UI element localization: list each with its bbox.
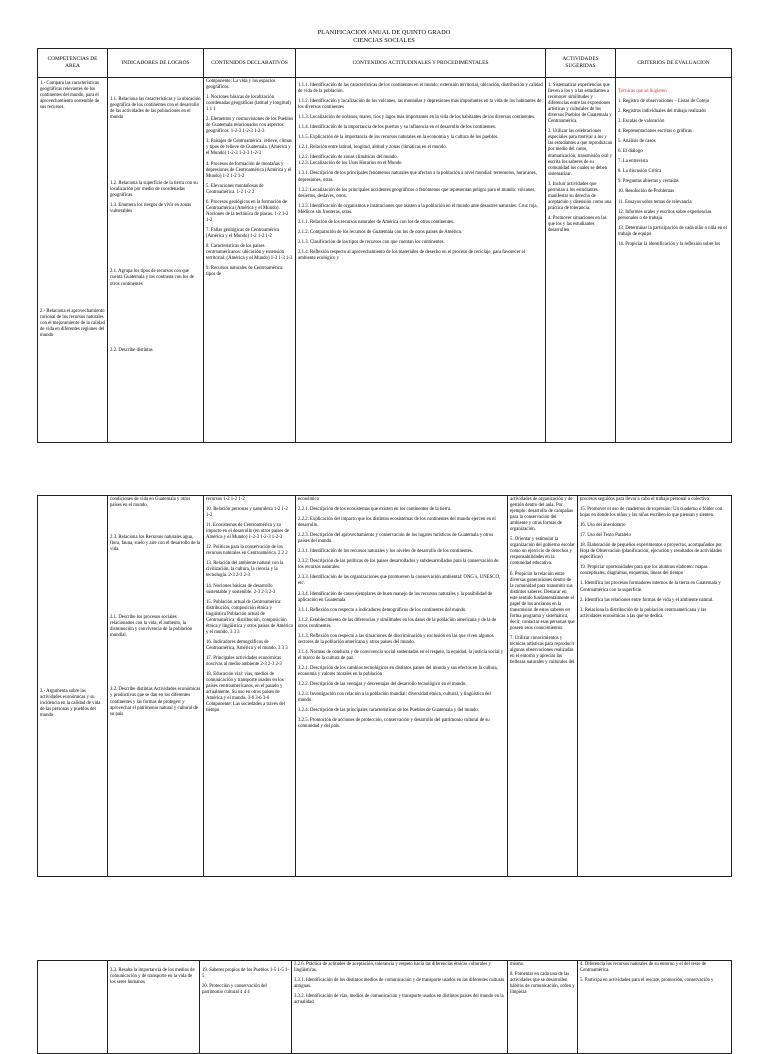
declarativo-item: Componente: La vida y los espacios geográficos. bbox=[206, 79, 276, 91]
declarativo-item: 7. Fallas geológicas de Centroamérica (América y el Mundo) 1-2 1-2 1-2 bbox=[206, 227, 280, 239]
actividad-item: 6. Propiciar la relación entre diversas generaciones dentro de la comunidad para transmitir sus distintos saberes. Destacar en este sentido fundamentalmente el papel de los ancianos en la transmisión de estos saberes en forma programa y sistemática, decir, contactar esas personas que poseen esos conocimientos. bbox=[510, 571, 575, 631]
declarativo-item: 3. Paisajes de Centroamérica: relieve, climas y tipos de relieve de Guatemala. (América y el Mundo) 1-2-3 1-2-3 1-2-3 bbox=[206, 139, 292, 157]
criterio-item: 16. Uso del anecdotario bbox=[580, 523, 626, 529]
cell-declarativos bbox=[204, 496, 296, 877]
actividad-item: 5. Orientar y estimular la organización del gobierno escolar como un ejercicio de derechos y responsabilidades en la comunidad educativa. bbox=[510, 537, 575, 567]
declarativo-item: 9. Recursos naturales de Centroamérica: tipos de bbox=[206, 266, 284, 278]
header-declarativos: CONTENIDOS DECLARATIVOS bbox=[204, 49, 296, 78]
actitudinal-item: 1.3.1. Descripción de los principales fenómenos naturales que afectan a la población a nivel mundial: terremotos, huracanes, depresiones, otras. bbox=[298, 171, 537, 183]
cell-indicadores bbox=[108, 78, 204, 443]
competencia-3: 3.- Argumenta sobre las actividades económicas y su incidencia en la calidad de vida de las personas y pueblos del mundo bbox=[40, 689, 101, 719]
declarativo-item: 17. Principales actividades económicas noscivas al medio ambiente 2-3 2-3 2-3 bbox=[206, 655, 282, 668]
cell-actividades bbox=[546, 78, 616, 443]
actitudinal-item: 1.1.4. Identificación de la importancia de los puertos y su influencia en el desarrollo de los continentes. bbox=[298, 125, 496, 131]
criterio-item: 5. Análisis de casos bbox=[618, 139, 656, 145]
competencia-2: 2.- Relaciona el aprovechamiento racional de los recursos naturales con el mejoramiento de la calidad de vida en diferentes regiones del mundo bbox=[40, 309, 105, 339]
declarativo-item: 15. Población actual de Centroamérica: distribución, composición étnica y lingüística Población actual de Centroamérica: distribución, composición étnica y lingüística y otros países de América y el mundo. 3 3 3 bbox=[206, 599, 293, 635]
declarativo-item: recursos 1-2 1-2 1-2 bbox=[206, 497, 245, 502]
actitudinal-item: 3.2.1. Descripción de los cambios tecnológicos en distintos países del mundo y sus efectos en la cultura, economía y valores morales en la población bbox=[298, 665, 498, 677]
cell-actitudinales bbox=[296, 496, 508, 877]
criterio-item: 2. Identifica las relaciones entre formas de vida y el ambiente natural. bbox=[580, 597, 714, 603]
indicador-item: 3.2. Describe distintas Actividades económicas y productivas que se dan en los diferentes continentes y las formas de protegerr y aprovechar el patrimonio natural y cultural de su país bbox=[110, 687, 201, 717]
declarativo-item: 16. Indicadores demográficos de Centroamérica, América y el mundo. 3 3 3 bbox=[206, 639, 288, 651]
cell-competencias bbox=[38, 78, 108, 443]
actitudinal-item: 3.3.2. Identificación de vías, medios de comunicación y transporte usados en distintos países del mundo en la actualidad bbox=[294, 994, 504, 1006]
header-competencias: COMPETENCIAS DE AREA bbox=[38, 49, 108, 78]
actitudinal-item: 2.1.4. Reflexión respecto al aprovechamiento de los materiales de desecho en el proceso de reciclaje, para favorecer el ambiente ecológico y bbox=[298, 249, 526, 261]
actitudinal-item: 2.2.3. Descripción del aprovechamiento y conservación de los lugares turísticos de Guatemala y otros países del mundo. bbox=[298, 533, 494, 545]
declarativo-item: 4. Procesos de formación de montañas y depresiones de Centroamérica (América y el Mundo) 1-2 1-2 1-2 bbox=[206, 161, 292, 179]
planning-table-page-2 bbox=[37, 495, 732, 877]
cell-criterios bbox=[616, 78, 732, 443]
criterio-item: 1. Registro de observaciones – Listas de Cotejo bbox=[618, 99, 710, 105]
actitudinal-item: 2.2.1. Descripción de los ecosistemas que existen en los continentes de la tierra. bbox=[298, 507, 452, 513]
criterio-item: 17. Uso del Texto Paralelo bbox=[580, 533, 631, 539]
planning-table-page-3 bbox=[37, 960, 732, 1054]
criterio-item: 9. Preguntas abiertas y cerradas bbox=[618, 179, 679, 185]
actitudinal-item: 1.2.2. Identificación de zonas climáticas del mundo. bbox=[298, 155, 398, 161]
actividad-item: 7. Utilizar conocimientos y técnicas artísticas para reproducir algunas observaciones realizadas en el entorno y apreciar las bellezas naturales y culturales del bbox=[510, 635, 575, 666]
actividad-item: mismo. bbox=[510, 962, 525, 967]
actitudinal-item: 2.1.1. Relación de los recursos naturales de América con los de otros continentes. bbox=[298, 219, 455, 225]
indicador-item: 2.2. Describe distintas bbox=[110, 347, 153, 353]
declarativo-item: 1. Nociones básicas de localización coordenadas geográficas (latitud y longitud) 1 1 1 bbox=[206, 95, 291, 113]
declarativo-item: 8. Características de los países centroamericanos: ubicación y extensión territorial. (América y el Mundo) 1-3 1-3 1-3 bbox=[206, 244, 293, 262]
actitudinal-item: 1.1.3. Localización de océanos, mares, ríos y lagos más importantes en la vida de los habitantes de los diversos continentes. bbox=[298, 115, 536, 121]
actitudinal-item: económico bbox=[298, 497, 320, 502]
declarativo-item: 13. Relación del ambiente natural con la civilización, la cultura, la ciencia y la tecnología. 2-3 2-3 2-3 bbox=[206, 561, 284, 579]
actitudinal-item: 3.2.6. Práctica de actitudes de aceptación, tolerancia y respeto hacia las diferencias étnicas culturales y lingüísticas. bbox=[294, 962, 491, 974]
indicador-item: 2.1. Agrupa los tipos de recursos con que cuenta Guatemala y los contrasta con los de otros continentes bbox=[110, 269, 195, 287]
cell-indicadores bbox=[108, 961, 200, 1054]
declarativo-item: 6. Procesos geológicos en la formación de Centroamérica (América y el Mundo). Nociones de la tectónica de placas. 1-2 1-2 1-2 bbox=[206, 199, 289, 223]
actitudinal-item: 3.1.1. Reflexión con respecto a indicadores demográficos de los continentes del mundo. bbox=[298, 607, 467, 613]
cell-declarativos bbox=[200, 961, 292, 1054]
criterio-item: 7. La entrevista bbox=[618, 159, 648, 165]
actitudinal-item: 2.2.2. Explicación del impacto que los distintos ecosistemas de los continentes del mundo ejercen en el desarrollo. bbox=[298, 517, 496, 529]
indicador-item: 1.2. Relaciona la superficie de la tierra con su localización por medio de coordenadas geográficas. bbox=[110, 181, 198, 199]
actitudinal-item: 2.1.3. Clasificación de los tipos de recursos con que cuentan los continentes. bbox=[298, 239, 445, 245]
document-subtitle: CIENCIAS SOCIALES bbox=[353, 37, 415, 44]
criterio-item: procesos seguidos para llevar a cabo el trabajo personal o colectivo bbox=[580, 497, 709, 502]
actitudinal-item: 2.3.3. Identificación de las organizaciones que promueven la conservación ambiental: ONG´s, UNESCO, etc. bbox=[298, 575, 501, 587]
cell-actividades bbox=[508, 496, 578, 877]
indicador-item: 1.1. Relaciona las características y la ubicación geográfica de los continentes con el desarrollo de las actividades de las poblaciones en el mundo bbox=[110, 97, 201, 121]
criterio-item: 18. Elaboración de pequeños experimentos o proyectos, acompañados por Hoja de Observación (planificación, ejecución y resultados de actividades específicas) bbox=[580, 543, 722, 561]
actitudinal-item: 2.3.4. Identificación de casos ejemplares de buen manejo de los recursos naturales y la posibilidad de aplicación en Guatemala bbox=[298, 591, 493, 603]
actitudinal-item: 3.2.2. Descripción de las ventajas y desventajas del desarrollo tecnológico en el mundo. bbox=[298, 682, 467, 688]
actividad-item: 4. Promover situaciones en las que los y las estudiantes desarrollen bbox=[548, 215, 607, 234]
cell-criterios bbox=[578, 496, 732, 877]
indicador-item: condiciones de vida en Guatemala y otros países en el mundo. bbox=[110, 497, 191, 509]
actitudinal-item: 3.2.4. Descripción de las principales características de los Pueblos de Guatemala y del mundo. bbox=[298, 708, 480, 714]
header-actitudinales: CONTENIDOS ACTITUDINALES Y PROCEDIMENTALES bbox=[296, 49, 546, 78]
tecnicas-heading: Técnicas que se Sugieren bbox=[618, 89, 667, 94]
criterio-item: 6. El diálogo bbox=[618, 149, 643, 155]
header-indicadores: INDICADORES DE LOGROS bbox=[108, 49, 204, 78]
criterio-item: 12. Informes orales y escritos sobre experiencias personales o de trabajo bbox=[618, 209, 712, 221]
declarativo-item: Componente: Las sociedades a través del tiempo bbox=[206, 702, 285, 714]
indicador-item: 1.3. Enumera los riesgos de vivir en zonas vulnerables bbox=[110, 203, 192, 215]
actitudinal-item: 1.2.1. Relación entre latitud, longitud, altitud y zonas climáticas en el mundo. bbox=[298, 145, 447, 151]
criterio-item: 3. Relaciona la distribución de la población centroamericana y las actividades económicas a las que se dedica. bbox=[580, 607, 707, 619]
cell-actitudinales bbox=[296, 78, 546, 443]
actitudinal-item: 3.2.5. Promoción de acciones de protección, conservación y desarrollo del patrimonio cultural de su comunidad y del país. bbox=[298, 718, 490, 730]
declarativo-item: 19. Saberes propios de los Pueblos 1-5 1-5 1-5 bbox=[202, 968, 289, 980]
indicador-item: 3.3. Resalta la importancia de los medios de comunicación y de transporte en la vida de los seres humanos bbox=[110, 968, 195, 986]
declarativo-item: 5. Elevaciones montañosas de Centroamérica. 1-2 1-2 2 bbox=[206, 183, 264, 195]
cell-declarativos bbox=[204, 78, 296, 443]
criterio-item: 4. Diferencia los recursos naturales de su entorno y el del resto de Centroamérica. bbox=[580, 962, 707, 974]
criterio-item: 11. Ensayos sobre temas de relevancia bbox=[618, 199, 692, 205]
criterio-item: 4. Representaciones escritas o gráficas bbox=[618, 129, 692, 135]
actitudinal-item: 3.1.2. Establecimiento de las diferencias y similitudes en los datos de la población americana y de la de otros continentes bbox=[298, 617, 497, 629]
indicador-item: 2.3. Relaciona los Recursos naturales agua, flora, fauna, suelo y aire con el desarrollo de la vida. bbox=[110, 535, 201, 553]
declarativo-item: 12. Políticas para la conservación de los recursos naturales en Centroamérica. 2 2 2 bbox=[206, 545, 288, 557]
actitudinal-item: 3.1.3. Reflexión con respecto a las situaciones de discriminación y exclusión en las que viven algunos sectores de la población americana y otros países del mundo. bbox=[298, 633, 494, 645]
declarativo-item: 11. Ecosistemas de Centroamérica y su impacto en el desarrollo (en otros países de América y el Mundo) 1-2-3 1-2-3 1-2-3 bbox=[206, 523, 289, 541]
actitudinal-item: 1.3.3. Identificación de organismos e instituciones que asisten a la población en el mundo ante desastres naturales: Cruz roja, Médicos sin fronteras, otras. bbox=[298, 203, 538, 215]
cell-actividades bbox=[508, 961, 578, 1054]
cell-indicadores bbox=[108, 496, 204, 877]
criterio-item: 15. Promover el uso de cuadernos de expresión: Un cuaderno o fólder con hojas en donde los niños y las niñas escriben lo que piensan y sienten. bbox=[580, 507, 723, 519]
criterio-item: 5. Participa en actividades para el rescate, promoción, conservación y bbox=[580, 978, 714, 984]
actitudinal-item: 1.1.2. Identificación y localización de los volcanes, las montañas y depresiones más importantes en la vida de los habitantes de los diversos continentes bbox=[298, 99, 542, 111]
planning-table-page-1 bbox=[37, 48, 732, 443]
document-title: PLANIFICACION ANUAL DE QUINTO GRADO bbox=[317, 29, 451, 36]
criterio-item: 2. Registros individuales del trabajo realizado bbox=[618, 109, 706, 115]
declarativo-item: 14. Nociones básicas de desarrollo sustentable y sostenible. 2-3 2-3 2-3 bbox=[206, 583, 276, 595]
competencia-1: 1.- Compara las características geográficas relevantes de los continentes del mundo, para el aprovechamiento sostenible de sus recursos. bbox=[40, 81, 100, 111]
header-criterios: CRITERIOS DE EVALUACION bbox=[616, 49, 732, 78]
actitudinal-item: 1.1.5. Explicación de la importancia de los recursos naturales en la economía y la cultura de los pueblos. bbox=[298, 135, 499, 141]
actividad-item: 8. Fomentar en cada una de las actividades que se desarrollen hábitos de comunicación, orden y limpieza bbox=[510, 972, 575, 996]
declarativo-item: 10. Relación personas y naturaleza 1-2 1-2 1-2 bbox=[206, 507, 288, 519]
actividad-item: 2. Utilizar las celebraciones especiales para motivar a los y las estudiantes a que reproduzcan por medio del canto, dramatización, transmisión oral y escrita los saberes de su comunidad los cuales se deben sistematizar. bbox=[548, 129, 613, 177]
criterio-item: 14. Propiciar la identificación y la reflexión sobre los bbox=[618, 241, 721, 247]
actitudinal-item: 1.2.3. Localización de los Usos Horarios en el Mundo bbox=[298, 161, 402, 167]
actividad-item: actividades de organización y de gestión dentro del aula. Por ejemplo: desarrollo de campañas para la conservación del ambiente y otras formas de organización. bbox=[510, 497, 574, 533]
criterio-item: 3. Escalas de valoración bbox=[618, 119, 665, 125]
actitudinal-item: 3.3.1. Identificación de los distintos medios de comunicación y de transporte usados en las diferentes culturas antiguas. bbox=[294, 978, 505, 990]
criterio-item: 1. Identifica los procesos formadores internos de la tierra en Guatemala y Centroamérica con la superficie. bbox=[580, 581, 721, 593]
actividad-item: 3. Incluir actividades que permitan a los estudiantes manifestar su derecho de aceptación y disensión como una práctica de tolerancia. bbox=[548, 181, 612, 211]
criterio-item: 10. Resolución de Problemas bbox=[618, 189, 674, 195]
criterio-item: 8. La discusión Crítica bbox=[618, 169, 662, 175]
actitudinal-item: 1.3.2. Localización de los principales accidentes geográficos o fenómenos que representan peligro para el mundo: volcanes, desiertos, deslaves, otros. bbox=[298, 187, 536, 199]
cell-criterios bbox=[578, 961, 732, 1054]
declarativo-item: 18. Educación vial: vías, medios de comunicación y transporte usados en los países centroamericanos, en el pasado y actualmente. Su uso en otros países de América y el mundo. 3-6 3-6 3-6 bbox=[206, 672, 284, 702]
actitudinal-item: 2.1.2. Comparación de los recursos de Guatemala con los de otros países de América. bbox=[298, 229, 462, 235]
actividad-item: 1. Sistematizar experiencias que lleven a los y a las estudiantes a reconocer similitudes y diferencias entre las expresiones artísticas y culturales de los diversos Pueblos de Guatemala y Centroamérica. bbox=[548, 83, 612, 125]
actitudinal-item: 2.3.1. Identificación de los recursos naturales y los niveles de desarrollo de los continentes. bbox=[298, 549, 473, 555]
actitudinal-item: 3.2.3. Investigación con relación a la población mundial: diversidad étnica, cultural, y lingüística del mundo. bbox=[298, 692, 491, 704]
declarativo-item: 20. Protección y conservación del patrimonio cultural 4 4 4 bbox=[202, 984, 267, 996]
cell-competencias bbox=[38, 496, 108, 877]
header-actividades: ACTIVIDADES SUGERIDAS bbox=[546, 49, 616, 78]
cell-competencias bbox=[38, 961, 108, 1054]
criterio-item: 19. Propiciar oportunidades para que los alumnos elaboren: mapas conceptuales, diagramas, esquemas, líneas del tiempo bbox=[580, 565, 708, 577]
cell-actitudinales bbox=[292, 961, 508, 1054]
declarativo-item: 2. Elementos y cosmovisiones de los Pueblos de Guatemala relacionados con aspectos geográficos. 1-2-3 1-2-3 1-2-3 bbox=[206, 117, 294, 135]
actitudinal-item: 1.1.1. Identificación de las características de los continentes en el mundo: extensión territorial, ubicación, distribución y calidad de vida de la población. bbox=[298, 83, 543, 95]
indicador-item: 3.1. Describe los procesos sociales relacionados con la vida, el aumento, la disminución y convivencia de la población mundial. bbox=[110, 615, 193, 639]
criterio-item: 13. Determinar la participación de cada niño o niña en el trabajo de equipo bbox=[618, 225, 727, 237]
actitudinal-item: 3.1.4. Normas de conducta y de convivencia social sustentadas en el respeto, la equidad, la justicia social y el marco de la cultura de paz. bbox=[298, 649, 504, 661]
actitudinal-item: 2.3.2. Descripción de las políticas de los países desarrollados y subdesarrollados para la conservación de los recursos naturales. bbox=[298, 559, 499, 571]
